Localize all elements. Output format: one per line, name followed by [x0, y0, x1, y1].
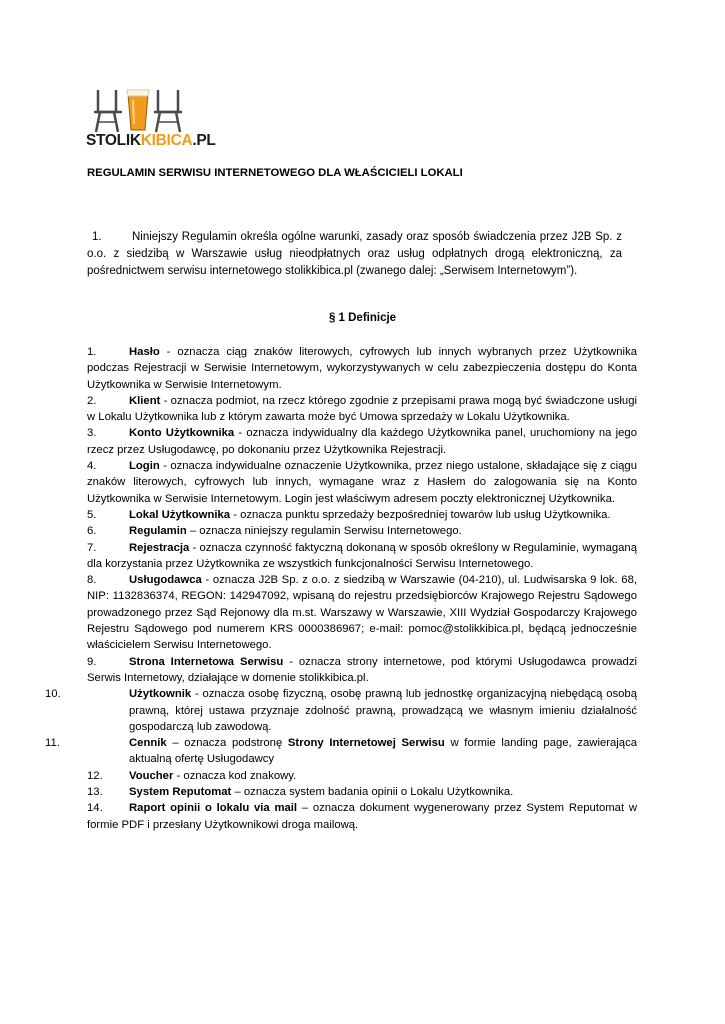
definition-term-ref: Strony Internetowej Serwisu [287, 737, 445, 750]
definition-number: 5. [87, 508, 97, 521]
definition-term: Lokal Użytkownika [129, 508, 231, 521]
document-title: REGULAMIN SERWISU INTERNETOWEGO DLA WŁAŚCICIELI LOKALI [87, 167, 463, 179]
definition-number: 10. [45, 688, 61, 701]
definition-text: – oznacza niniejszy regulamin Serwisu Internetowego. [186, 525, 462, 538]
definition-text: w formie landing page, zawierająca aktualną ofertę Usługodawcy [129, 737, 637, 766]
definition-item [87, 784, 637, 800]
intro-number: 1. [92, 231, 102, 243]
definition-number: 8. [87, 574, 97, 587]
definition-item [87, 507, 637, 523]
definition-term: Użytkownik [129, 688, 192, 701]
stool-glass-icon [86, 84, 216, 134]
definition-text: - oznacza podmiot, na rzecz którego zgodnie z przepisami prawa mogą być świadczone usługi w Lokalu Użytkownika lub z którym zawarta może być Umowa sprzedaży w Lokalu Użytkownika. [87, 394, 637, 424]
definition-item [87, 344, 637, 393]
definition-term: Regulamin [129, 525, 187, 538]
definition-item [87, 572, 637, 653]
definition-number: 13. [87, 786, 103, 799]
definition-term: Cennik [129, 737, 167, 750]
definition-item [87, 654, 637, 687]
definition-text: - oznacza czynność faktyczną dokonaną w sposób określony w Regulaminie, wymaganą dla korzystania przez Użytkownika ze wszystkich funkcjonalności Serwisu Internetowego. [87, 541, 637, 570]
definition-term: Login [129, 460, 160, 473]
definition-item [87, 458, 637, 507]
definition-number: 4. [87, 460, 97, 473]
definition-number: 11. [45, 737, 60, 750]
definition-text: – oznacza dokument wygenerowany przez System Reputomat w formie PDF i przesłany Użytkownikowi droga mailową. [87, 802, 637, 831]
definition-term: Strona Internetowa Serwisu [129, 655, 284, 668]
definition-number: 7. [87, 541, 97, 554]
definition-item [45, 735, 637, 768]
definition-term: System Reputomat [129, 786, 232, 799]
brand-wordmark: STOLIKKIBICA.PL [86, 132, 216, 149]
definition-number: 2. [87, 394, 97, 407]
definition-term: Voucher [129, 769, 174, 782]
definition-item [87, 523, 637, 539]
definition-item [87, 540, 637, 573]
definition-text: - oznacza ciąg znaków literowych, cyfrowych lub innych wybranych przez Użytkownika podczas Rejestracji w Serwisie Internetowym, wykorzystywanych w celu zabezpieczenia dostępu do Konta Użytkownika w Serwisie Internetowym. [87, 346, 637, 391]
definition-text: - oznacza strony internetowe, pod którymi Usługodawca prowadzi Serwis Internetowy, działające w domenie stolikkibica.pl. [87, 655, 637, 684]
definition-item [87, 800, 637, 833]
definitions-list [45, 344, 637, 833]
definition-number: 14. [87, 802, 103, 815]
definition-number: 6. [87, 525, 97, 538]
intro-text: Niniejszy Regulamin określa ogólne warunki, zasady oraz sposób świadczenia przez J2B Sp. z o.o. z siedzibą w Warszawie usług nieodpłatnych oraz usług odpłatnych drogą elektroniczną, za pośrednictwem serwisu internetowego stolikkibica.pl (zwanego dalej: „Serwisem Internetowym”). [87, 231, 622, 277]
definition-number: 9. [87, 655, 97, 668]
definition-text: - oznacza osobę fizyczną, osobę prawną lub jednostkę organizacyjną niebędącą osobą prawną, której ustawa przyznaje zdolność prawną, prowadzącą we własnym imieniu działalność gospodarczą lub zawodową. [129, 688, 637, 733]
definition-item [45, 686, 637, 735]
intro-paragraph [87, 229, 622, 280]
definition-text: - oznacza kod znakowy. [173, 769, 297, 782]
definition-number: 3. [87, 427, 97, 440]
definition-item [87, 393, 637, 426]
definition-text: - oznacza indywidualny dla każdego Użytkownika panel, uruchomiony na jego rzecz przez Usługodawcę, po dokonaniu przez Użytkownika Rejestracji. [87, 427, 637, 456]
definition-number: 1. [87, 346, 97, 358]
definition-term: Rejestracja [129, 541, 190, 554]
definition-term: Hasło [129, 346, 160, 358]
definition-number: 12. [87, 769, 103, 782]
definition-text: – oznacza system badania opinii o Lokalu Użytkownika. [231, 786, 514, 799]
definition-text: - oznacza punktu sprzedaży bezpośredniej towarów lub usług Użytkownika. [230, 508, 611, 521]
definition-term: Raport opinii o lokalu via mail [129, 802, 298, 815]
definition-item [87, 425, 637, 458]
definition-text: - oznacza indywidualne oznaczenie Użytkownika, przez niego ustalone, składające się z ciągu znaków literowych, cyfrowych lub innych, wymagane wraz z Hasłem do zalogowania się na Konto Użytkownika w Serwisie Internetowym. Login jest właściwym adresem poczty elektronicznej Użytkownika. [87, 460, 637, 505]
section-title: § 1 Definicje [328, 312, 397, 324]
definition-text: – oznacza podstronę [166, 737, 288, 750]
definition-term: Konto Użytkownika [129, 427, 235, 440]
definition-term: Usługodawca [129, 574, 202, 587]
definition-term: Klient [129, 394, 161, 407]
definition-text: - oznacza J2B Sp. z o.o. z siedzibą w Warszawie (04-210), ul. Ludwisarska 9 lok. 68, NIP: 1132836374, REGON: 142947092, wpisaną do rejestru przedsiębiorców Krajowego Rejestru Sądowego prowadzonego przez Sąd Rejonowy dla m.st. Warszawy w Warszawie, XIII Wydział Gospodarczy Krajowego Rejestru Sądowego pod numerem KRS 0000386967; e-mail: pomoc@stolikkibica.pl, będącą jednocześnie właścicielem Serwisu Internetowego. [87, 574, 637, 652]
brand-logo [86, 84, 216, 154]
definition-item [87, 768, 637, 784]
